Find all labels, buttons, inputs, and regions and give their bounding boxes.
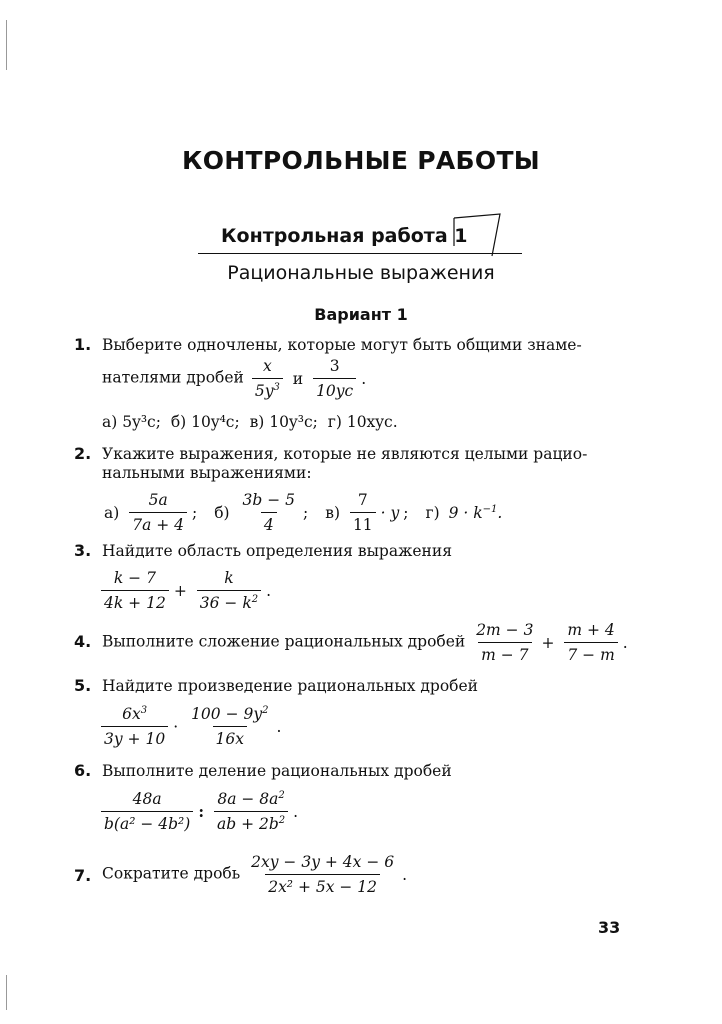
fraction-numerator: 48a — [132, 790, 162, 808]
task-1-options — [102, 413, 398, 431]
margin-mark-top — [6, 20, 7, 70]
task-5-expression: $\frac{6x^3}{3y + 10}$ · $\frac{100 - 9y^2}{16x}$ . — [98, 704, 283, 749]
fraction-numerator: 3b − 5 — [242, 491, 296, 509]
task-2-option-b-fraction — [240, 490, 299, 535]
work-title-text: Контрольная работа — [221, 225, 448, 247]
task-6-number: 6. — [74, 761, 92, 780]
fraction-numerator: 2xy − 3y + 4x − 6 — [251, 853, 395, 871]
page-number: 33 — [598, 918, 621, 937]
task-1-line2-text: нателями дробей — [102, 368, 244, 387]
fraction-denominator: 10yc — [313, 378, 356, 401]
task-4-fraction-2 — [564, 620, 617, 665]
fraction-numerator: k − 7 — [113, 569, 156, 587]
den-text: ab + 2b — [216, 815, 279, 833]
task-1-text: Выберите одночлены, которые могут быть общими знаме- — [102, 336, 582, 354]
fraction-denominator: 3y + 10 — [101, 726, 168, 749]
number-tag-frame — [452, 212, 502, 258]
task-1-option-b: б) 10y⁴c; — [170, 413, 240, 431]
fraction-numerator: 2m − 3 — [476, 621, 534, 639]
task-5-fraction-1 — [101, 704, 168, 749]
task-3-number: 3. — [74, 541, 92, 560]
task-4-fraction-1 — [473, 620, 536, 665]
task-7-line: Сократите дробь $\frac{2xy - 3y + 4x - 6}{\text{2x² + 5x − 12}}$ . — [102, 853, 408, 896]
margin-mark-bottom — [6, 975, 7, 1010]
page-title: КОНТРОЛЬНЫЕ РАБОТЫ — [182, 146, 540, 175]
title-rule — [198, 253, 522, 254]
task-1-option-d: г) 10xyc. — [327, 413, 398, 431]
task-7-text: Сократите дробь — [102, 864, 241, 883]
fraction-denominator: 16x — [213, 726, 247, 749]
task-6-expression: $\frac{48a}{\text{b(a² − 4b²)}}$ : $\frac{8a - 8a^2}{ab + 2b^2}$ . — [98, 789, 300, 834]
task-2-text-line2: нальными выражениями: — [102, 464, 312, 482]
fraction-denominator: $5y^3$ — [252, 378, 283, 401]
task-2-option-c-label: в) — [325, 503, 340, 522]
task-1-number: 1. — [74, 335, 92, 354]
den-text: 36 − k — [199, 594, 252, 612]
num-text: 6x — [122, 705, 141, 723]
num-text: 8a − 8a — [217, 790, 279, 808]
task-2-option-d-expression: $9 \cdot k^{-1}$. — [448, 503, 503, 522]
task-5-number: 5. — [74, 676, 92, 695]
task-3-text: Найдите область определения выражения — [102, 542, 452, 560]
task-1-fraction-2 — [313, 356, 356, 401]
task-3-fraction-2 — [197, 568, 261, 613]
fraction-denominator: b(a² − 4b²) — [101, 811, 193, 834]
task-1-option-a: а) 5y³c; — [102, 413, 161, 431]
variant-heading: Вариант 1 — [314, 305, 408, 324]
den-text: 5y — [254, 382, 274, 400]
task-4-number: 4. — [74, 632, 92, 651]
expr-text: 9 · k — [448, 503, 483, 522]
task-2-option-c-tail: · y — [380, 503, 400, 522]
fraction-numerator: $6x^3$ — [122, 705, 148, 723]
fraction-denominator: 4 — [261, 512, 277, 535]
task-1-conjunction: и — [292, 369, 304, 388]
fraction-denominator: 11 — [350, 512, 376, 535]
num-text: 100 − 9y — [191, 705, 263, 723]
task-1-line2: нателями дробей $\frac{x}{5y^3}$ и $\frac{3}{10yc}$ . — [102, 357, 367, 400]
task-6-fraction-1 — [101, 789, 193, 834]
task-4-line: Выполните сложение рациональных дробей $\frac{2m - 3}{m - 7}$ + $\frac{m + 4}{7 - m}$ . — [102, 621, 628, 664]
work-subtitle: Рациональные выражения — [227, 262, 495, 284]
task-5-text: Найдите произведение рациональных дробей — [102, 677, 479, 695]
task-2-option-b-label: б) — [214, 503, 230, 522]
fraction-numerator: $100 - 9y^2$ — [191, 705, 269, 723]
fraction-numerator: 3 — [329, 357, 340, 375]
fraction-numerator: k — [224, 569, 234, 587]
task-3-fraction-1 — [101, 568, 169, 613]
fraction-denominator: 7a + 4 — [129, 512, 187, 535]
task-1-fraction-1 — [252, 356, 283, 401]
task-2-options: а) $\frac{5a}{7a + 4}$ ; б) $\frac{3b - 5}{4}$ ; в) $\frac{7}{11}$ · y ; г) $9 \cdot k^{-1}$. — [104, 491, 503, 534]
task-2-option-a-label: а) — [104, 503, 120, 522]
fraction-denominator: 2x² + 5x − 12 — [265, 874, 380, 897]
task-2-number: 2. — [74, 444, 92, 463]
task-6-fraction-2 — [214, 789, 288, 834]
task-2-option-c-fraction — [350, 490, 376, 535]
task-2-option-d-label: г) — [425, 503, 440, 522]
fraction-numerator: 7 — [357, 491, 368, 509]
fraction-numerator: x — [262, 357, 272, 375]
task-2-option-a-fraction — [129, 490, 187, 535]
fraction-denominator: m − 7 — [478, 642, 531, 665]
fraction-numerator: 5a — [148, 491, 168, 509]
fraction-denominator: $36 - k^2$ — [197, 590, 261, 613]
work-title — [221, 225, 468, 247]
fraction-numerator: m + 4 — [567, 621, 615, 639]
fraction-denominator: 4k + 12 — [101, 590, 169, 613]
fraction-numerator: $8a - 8a^2$ — [217, 790, 285, 808]
fraction-denominator: ab + $2b^2$ — [214, 811, 288, 834]
fraction-denominator: 7 − m — [564, 642, 617, 665]
task-4-text: Выполните сложение рациональных дробей — [102, 632, 466, 651]
task-1-option-c: в) 10y³c; — [249, 413, 318, 431]
task-3-expression: $\frac{k - 7}{4k + 12}$ + $\frac{k}{36 - k^2}$ . — [98, 568, 273, 613]
work-number: 1 — [454, 225, 468, 247]
task-6-text: Выполните деление рациональных дробей — [102, 762, 452, 780]
task-2-text: Укажите выражения, которые не являются целыми рацио- — [102, 445, 588, 463]
task-7-number: 7. — [74, 866, 92, 885]
task-7-fraction — [248, 852, 397, 897]
task-5-fraction-2 — [188, 704, 271, 749]
